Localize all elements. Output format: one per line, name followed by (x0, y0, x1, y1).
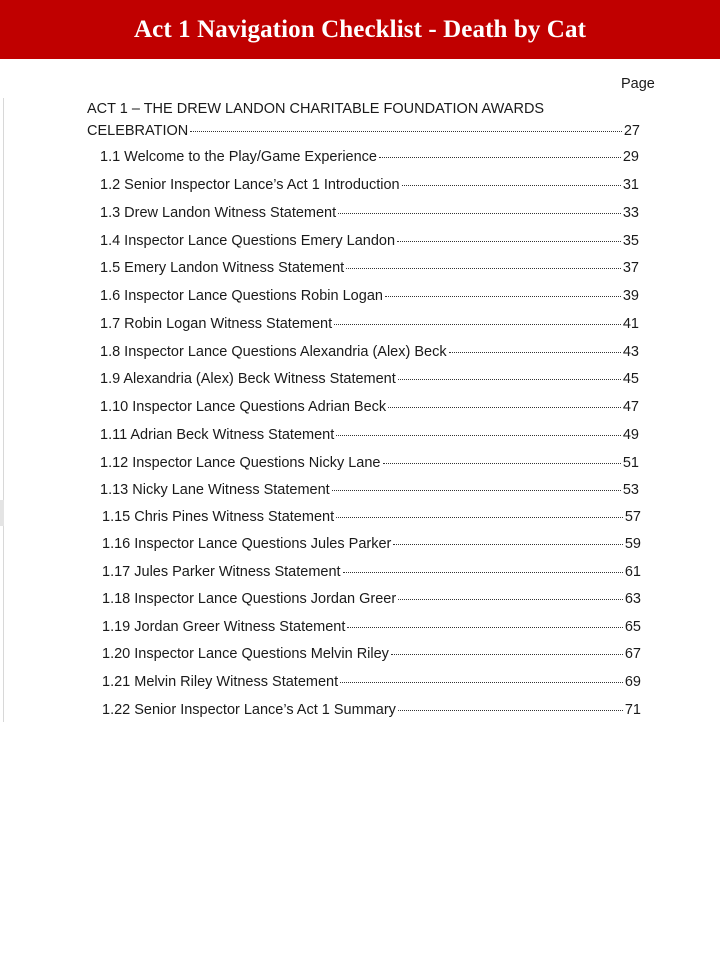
toc-entry[interactable] (100, 202, 639, 224)
toc-entry-title: 1.18 Inspector Lance Questions Jordan Greer (102, 591, 397, 607)
page-column-label: Page (621, 76, 655, 92)
toc-entry-title: 1.4 Inspector Lance Questions Emery Landon (100, 233, 396, 249)
toc-entry[interactable] (102, 506, 641, 528)
toc-entry-title: 1.10 Inspector Lance Questions Adrian Beck (100, 399, 387, 415)
toc-leader-dots (398, 710, 623, 711)
toc-entry-title: 1.8 Inspector Lance Questions Alexandria (Alex) Beck (100, 344, 447, 360)
toc-main-entry-title-line2: CELEBRATION (87, 123, 189, 139)
toc-leader-dots (336, 517, 623, 518)
toc-entry-page: 47 (622, 399, 639, 415)
toc-entry[interactable] (100, 479, 639, 501)
toc-leader-dots (332, 490, 621, 491)
toc-entry-title: 1.17 Jules Parker Witness Statement (102, 564, 341, 580)
toc-leader-dots (334, 324, 621, 325)
left-margin-line (3, 98, 4, 722)
toc-entry-page: 63 (624, 591, 641, 607)
toc-entry[interactable] (100, 368, 639, 390)
toc-entry-page: 53 (622, 482, 639, 498)
toc-leader-dots (383, 463, 621, 464)
toc-leader-dots (340, 682, 623, 683)
toc-entry-page: 29 (622, 149, 639, 165)
toc-entry-title: 1.3 Drew Landon Witness Statement (100, 205, 337, 221)
toc-entry[interactable] (100, 313, 639, 335)
toc-entry-page: 35 (622, 233, 639, 249)
toc-entry[interactable] (100, 396, 639, 418)
toc-entry-title: 1.6 Inspector Lance Questions Robin Logan (100, 288, 383, 304)
toc-entry-page: 41 (622, 316, 639, 332)
toc-entry-page: 61 (624, 564, 641, 580)
toc-entry[interactable] (102, 588, 641, 610)
toc-entry[interactable] (100, 257, 639, 279)
toc-leader-dots (388, 407, 621, 408)
toc-entry[interactable] (102, 643, 641, 665)
toc-leader-dots (190, 131, 622, 132)
toc-entry[interactable] (100, 452, 639, 474)
toc-entry[interactable] (100, 285, 639, 307)
toc-entry-title: 1.5 Emery Landon Witness Statement (100, 260, 345, 276)
toc-entry-page: 39 (622, 288, 639, 304)
toc-entry[interactable] (102, 671, 641, 693)
toc-entry-title: 1.21 Melvin Riley Witness Statement (102, 674, 339, 690)
toc-entry-title: 1.7 Robin Logan Witness Statement (100, 316, 333, 332)
toc-leader-dots (398, 379, 621, 380)
toc-leader-dots (385, 296, 621, 297)
toc-entry-title: 1.1 Welcome to the Play/Game Experience (100, 149, 377, 165)
title-banner (0, 0, 720, 59)
toc-entry-page: 71 (624, 702, 641, 718)
toc-main-entry-page: 27 (623, 123, 640, 139)
toc-entry[interactable] (100, 424, 639, 446)
toc-entry-title: 1.22 Senior Inspector Lance’s Act 1 Summary (102, 702, 396, 718)
toc-leader-dots (449, 352, 621, 353)
toc-entry-page: 37 (622, 260, 639, 276)
toc-entry-page: 69 (624, 674, 641, 690)
toc-leader-dots (336, 435, 621, 436)
toc-entry-page: 59 (624, 536, 641, 552)
toc-entry-title: 1.16 Inspector Lance Questions Jules Parker (102, 536, 392, 552)
toc-entry-title: 1.15 Chris Pines Witness Statement (102, 509, 335, 525)
toc-leader-dots (391, 654, 623, 655)
toc-entry-page: 31 (622, 177, 639, 193)
toc-main-entry-line2 (87, 120, 640, 142)
toc-entry-title: 1.13 Nicky Lane Witness Statement (100, 482, 330, 498)
toc-leader-dots (393, 544, 623, 545)
toc-entry-title: 1.9 Alexandria (Alex) Beck Witness Statement (100, 371, 396, 387)
toc-entry-title: 1.11 Adrian Beck Witness Statement (100, 427, 335, 443)
page-title: Act 1 Navigation Checklist - Death by Cat (134, 15, 586, 43)
toc-entry-page: 49 (622, 427, 639, 443)
left-margin-mark (0, 500, 4, 526)
toc-entry-title: 1.20 Inspector Lance Questions Melvin Riley (102, 646, 389, 662)
toc-entry-page: 43 (622, 344, 639, 360)
toc-entry-page: 67 (624, 646, 641, 662)
toc-entry[interactable] (102, 699, 641, 721)
toc-entry-page: 51 (622, 455, 639, 471)
toc-entry-title: 1.12 Inspector Lance Questions Nicky Lane (100, 455, 381, 471)
toc-main-entry-title-line1: ACT 1 – THE DREW LANDON CHARITABLE FOUNDATION AWARDS (87, 101, 545, 117)
toc-entry[interactable] (100, 341, 639, 363)
toc-leader-dots (343, 572, 623, 573)
toc-entry-page: 57 (624, 509, 641, 525)
toc-entry-title: 1.2 Senior Inspector Lance’s Act 1 Introduction (100, 177, 400, 193)
toc-entry[interactable] (102, 533, 641, 555)
toc-leader-dots (347, 627, 622, 628)
toc-entry[interactable] (102, 616, 641, 638)
toc-leader-dots (398, 599, 623, 600)
toc-entry-page: 65 (624, 619, 641, 635)
toc-leader-dots (338, 213, 621, 214)
toc-entry[interactable] (100, 174, 639, 196)
toc-entry[interactable] (100, 146, 639, 168)
toc-entry-page: 45 (622, 371, 639, 387)
toc-main-entry[interactable] (87, 98, 640, 142)
toc-leader-dots (402, 185, 621, 186)
toc-leader-dots (397, 241, 621, 242)
toc-entry-page: 33 (622, 205, 639, 221)
toc-entry[interactable] (102, 561, 641, 583)
toc-leader-dots (379, 157, 621, 158)
toc-leader-dots (346, 268, 621, 269)
toc-entry-title: 1.19 Jordan Greer Witness Statement (102, 619, 346, 635)
toc-entry[interactable] (100, 230, 639, 252)
